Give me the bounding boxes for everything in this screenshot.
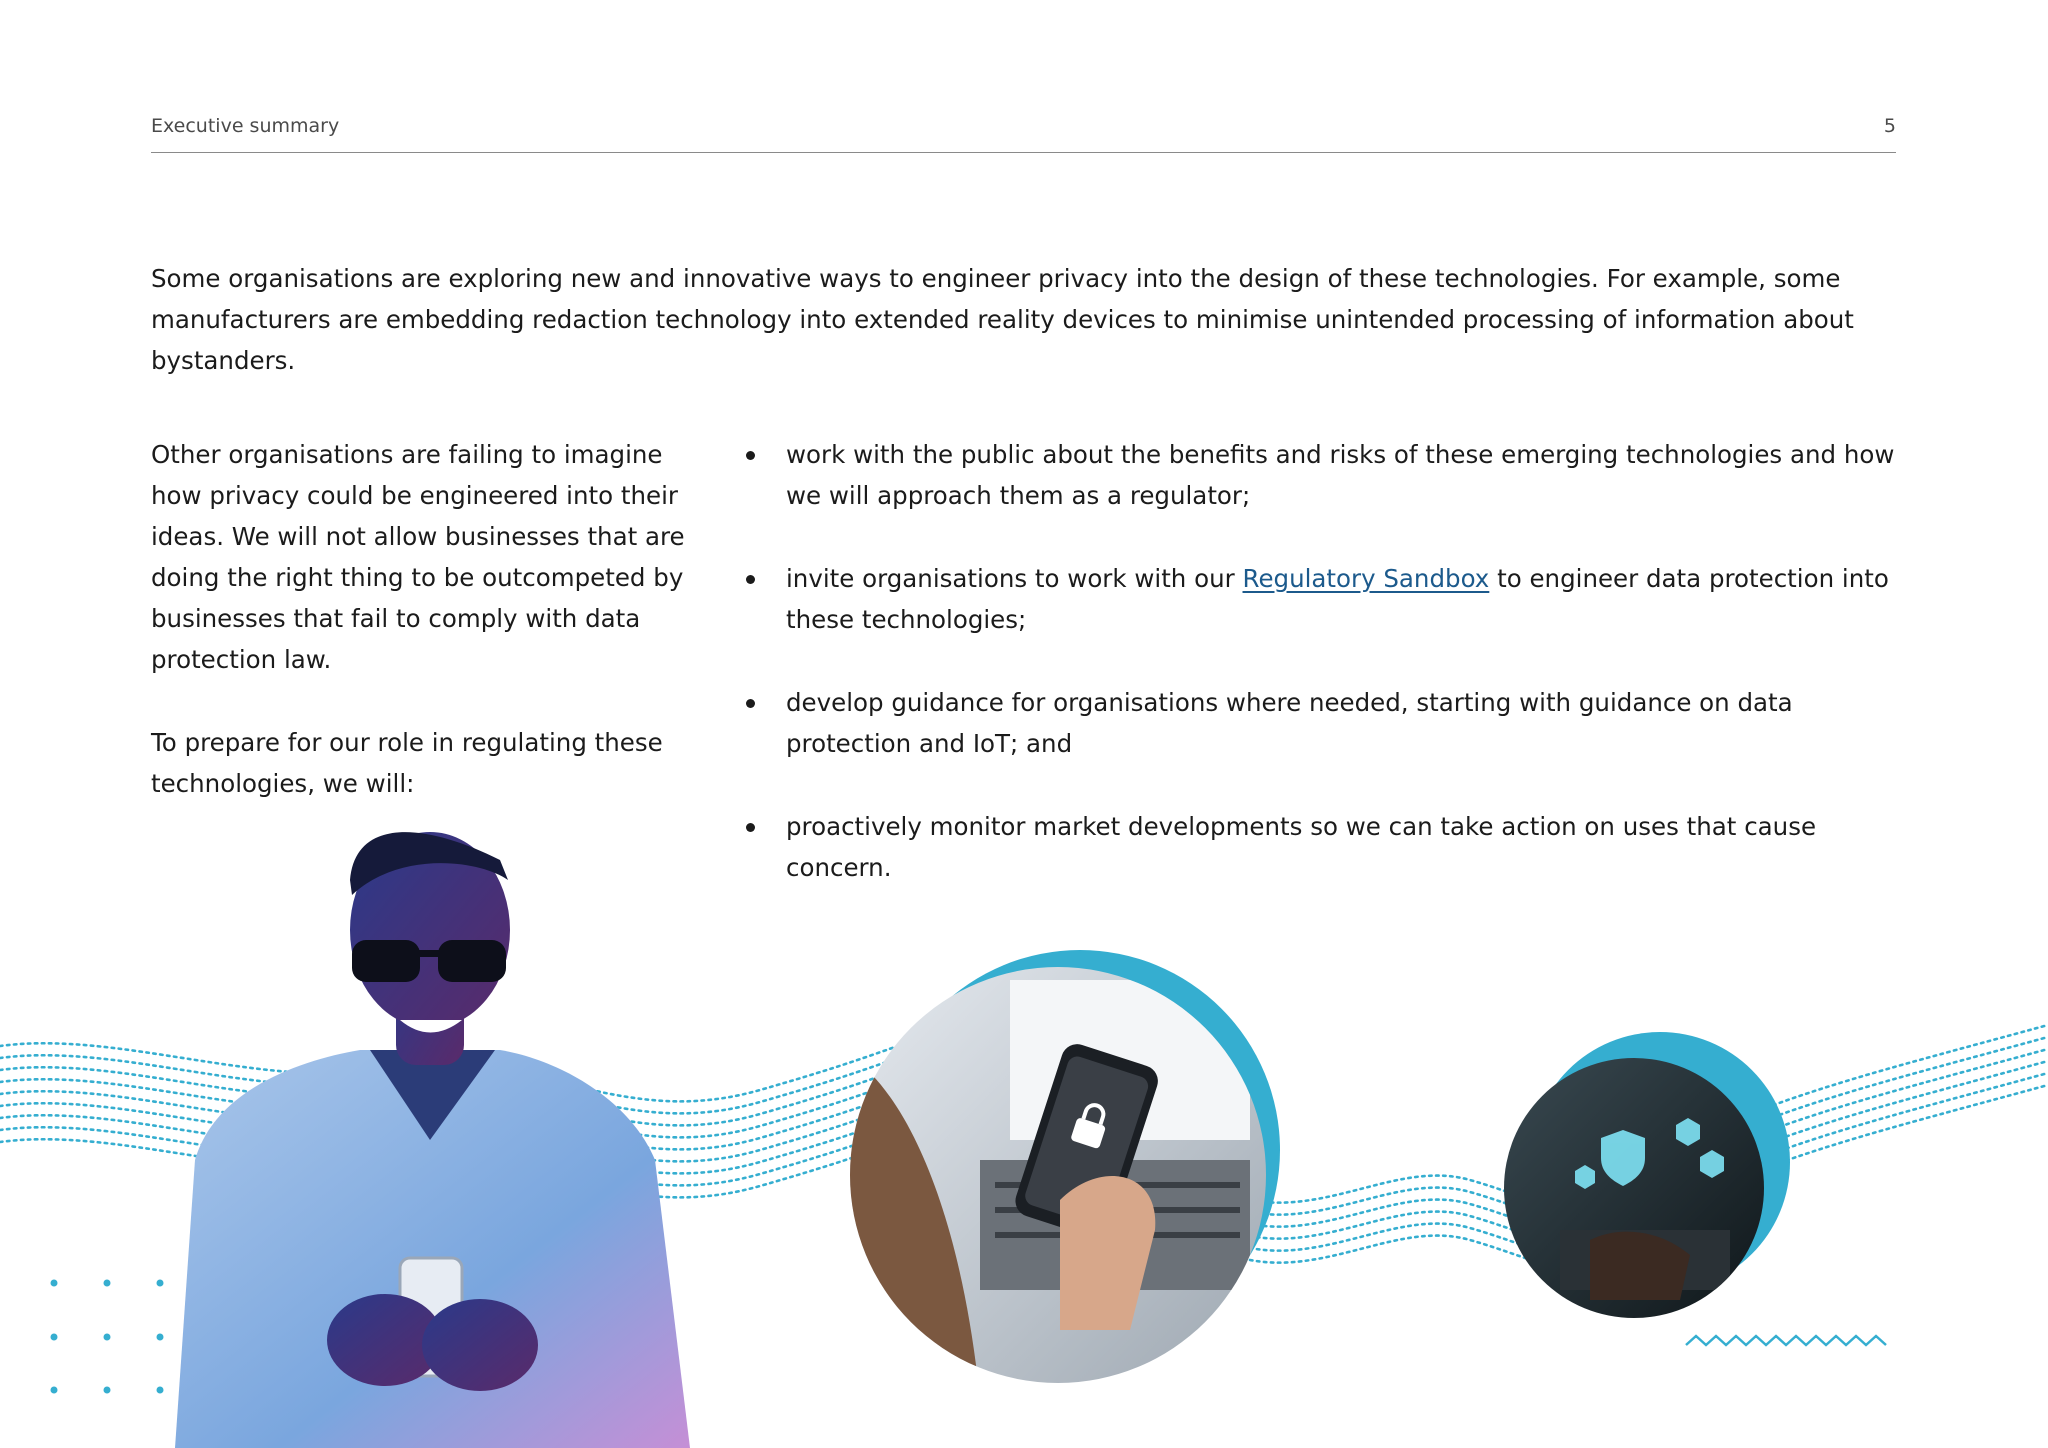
list-item-text: develop guidance for organisations where needed, starting with guidance on data protection and IoT; and <box>786 688 1793 758</box>
smartphone-lock-image <box>840 940 1290 1400</box>
list-item-text-before: invite organisations to work with our <box>786 564 1243 593</box>
list-item-text-after: to engineer data protection into these technologies; <box>786 564 1889 634</box>
list-item-text: work with the public about the benefits and risks of these emerging technologies and how we will approach them as a regulator; <box>786 440 1895 510</box>
zigzag-line <box>1686 1336 1886 1345</box>
left-paragraph-2: To prepare for our role in regulating these technologies, we will: <box>151 728 663 798</box>
section-title: Executive summary <box>151 115 340 137</box>
list-item-text: proactively monitor market developments so we can take action on uses that cause concern. <box>786 812 1817 882</box>
left-paragraph-1: Other organisations are failing to imagine how privacy could be engineered into their ideas. We will not allow businesses that are doing the right thing to be outcompeted by businesses that fail to comply with data protection law. <box>151 440 685 674</box>
intro-paragraph: Some organisations are exploring new and innovative ways to engineer privacy into the design of these technologies. For example, some manufacturers are embedding redaction technology into extended reality devices to minimise unintended processing of information about bystanders. <box>151 264 1854 375</box>
regulatory-sandbox-link[interactable]: Regulatory Sandbox <box>1242 564 1490 593</box>
page-number: 5 <box>1883 115 1896 137</box>
laptop-security-image <box>1500 1032 1790 1325</box>
person-with-smartphone-image <box>175 832 690 1448</box>
